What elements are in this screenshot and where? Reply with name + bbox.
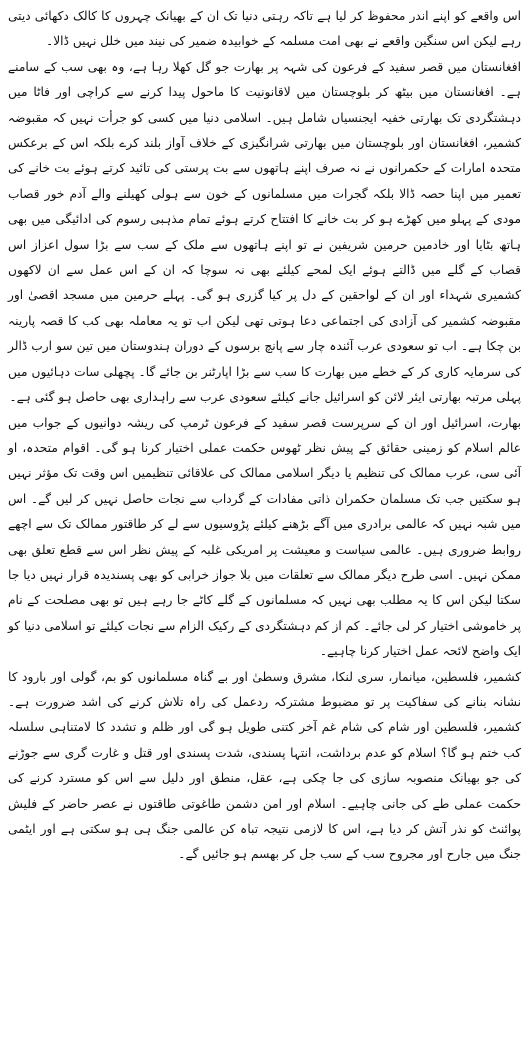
article-paragraph-4: کشمیر، فلسطین، میانمار، سری لنکا، مشرق وسطیٰ اور بے گناہ مسلمانوں کو بم، گولی اور بارود کا نشانہ بنانے کی سفاکیت پر تو مضبوط مشترکہ ردعمل کی راہ تلاش کرنے کی اشد ضرورت ہے۔ کشمیر، فلسطین اور شام کی شام غم آخر کتنی طویل ہو گی اور ظلم و تشدد کا لامتناہی سلسلہ کب ختم ہو گا؟ اسلام کو عدم برداشت، انتہا پسندی، شدت پسندی اور قتل و غارت گری سے جوڑنے کی جو بھیانک منصوبہ سازی کی جا چکی ہے، عقل، منطق اور دلیل سے اس کو مسترد کرنے کی حکمت عملی طے کی جانی چاہیے۔ اسلام اور امن دشمن طاغوتی طاقتوں نے عصر حاضر کے فلیش پوائنٹ کو نذر آتش کر دیا ہے، اس کا لازمی نتیجہ تباہ کن عالمی جنگ ہی ہو سکتی ہے اور ایٹمی جنگ میں جارح اور مجروح سب کے سب جل کر بھسم ہو جائیں گے۔ (8, 669, 521, 862)
article-paragraph-3: بھارت، اسرائیل اور ان کے سرپرست قصر سفید کے فرعون ٹرمپ کی ریشہ دوانیوں کے جواب میں عالم اسلام کو زمینی حقائق کے پیش نظر ٹھوس حکمت عملی اختیار کرنا ہو گی۔ اقوام متحدہ، او آئی سی، عرب ممالک کی تنظیم یا دیگر اسلامی ممالک کی علاقائی تنظیمیں اس وقت تک مؤثر نہیں ہو سکتیں جب تک مسلمان حکمران ذاتی مفادات کے گرداب سے نجات حاصل نہیں کر لیں گے۔ اس میں شبہ نہیں کہ عالمی برادری میں آگے بڑھنے کیلئے پڑوسیوں سے لے کر طاقتور ممالک تک سے اچھے روابط ضروری ہیں۔ عالمی سیاست و معیشت پر امریکی غلبہ کے پیش نظر اس سے قطع تعلق بھی ممکن نہیں۔ اسی طرح دیگر ممالک سے تعلقات میں بلا جواز خرابی کو بھی پسندیدہ قرار نہیں دیا جا سکتا لیکن اس کا یہ مطلب بھی نہیں کہ مسلمانوں کے گلے کاٹے جا رہے ہیں تو بھی مصلحت کے نام پر خاموشی اختیار کر لی جائے۔ کم از کم دہشتگردی کے رکیک الزام سے نجات کیلئے تو اسلامی دنیا کو ایک واضح لائحہ عمل اختیار کرنا چاہیے۔ (8, 415, 521, 659)
article-paragraph-1: اس واقعے کو اپنے اندر محفوظ کر لیا ہے تاکہ رہتی دنیا تک ان کے بھیانک چہروں کا کالک دکھائی دیتی رہے لیکن اس سنگین واقعے نے بھی امت مسلمہ کے خوابیدہ ضمیر کی نیند میں خلل نہیں ڈالا۔ (8, 9, 521, 49)
article-paragraph-2: افغانستان میں قصر سفید کے فرعون کی شہہ پر بھارت جو گل کھلا رہا ہے، وہ بھی سب کے سامنے ہے۔ افغانستان میں بیٹھ کر بلوچستان میں لاقانونیت کا ماحول پیدا کرنے سے کراچی اور فاٹا میں دہشتگردی تک بھارتی خفیہ ایجنسیاں شامل ہیں۔ اسلامی دنیا میں کسی کو جرأت نہیں کہ مقبوضہ کشمیر، افغانستان اور بلوچستان میں بھارتی شرانگیزی کے خلاف آواز بلند کرے بلکہ اس کے برعکس متحدہ امارات کے حکمرانوں نے نہ صرف اپنے ہاتھوں سے بت پرستی کی تائید کرتے ہوئے بت خانے کی تعمیر میں اپنا حصہ ڈالا بلکہ گجرات میں مسلمانوں کے خون سے ہولی کھیلنے والے آدم خور قصاب مودی کے پہلو میں کھڑے ہو کر بت خانے کا افتتاح کرتے ہوئے تمام مذہبی رسوم کی ادائیگی میں بھی ہاتھ بٹایا اور خادمین حرمین شریفین نے تو اپنے ہاتھوں سے ملک کے سب سے بڑا سول اعزاز اس قصاب کے گلے میں ڈالتے ہوئے ایک لمحے کیلئے بھی نہ سوچا کہ ان کے اس عمل سے ان لاکھوں کشمیری شہداء اور ان کے لواحقین کے دل پر کیا گزری ہو گی۔ پہلے حرمین میں مسجد اقصیٰ اور مقبوضہ کشمیر کی آزادی کی اجتماعی دعا ہوتی تھی لیکن اب تو یہ معاملہ بھی کب کا قصہ پارینہ بن چکا ہے۔ اب تو سعودی عرب آئندہ چار سے پانچ برسوں کے دوران ہندوستان میں تین سو ارب ڈالر کی سرمایہ کاری کر کے خطے میں بھارت کا سب سے بڑا اپارٹنر بن جائے گا۔ پچھلی سات دہائیوں میں پہلی مرتبہ بھارتی ایئر لائن کو اسرائیل جانے کیلئے سعودی عرب سے راہداری بھی حاصل ہو گئی ہے۔ (8, 59, 521, 405)
